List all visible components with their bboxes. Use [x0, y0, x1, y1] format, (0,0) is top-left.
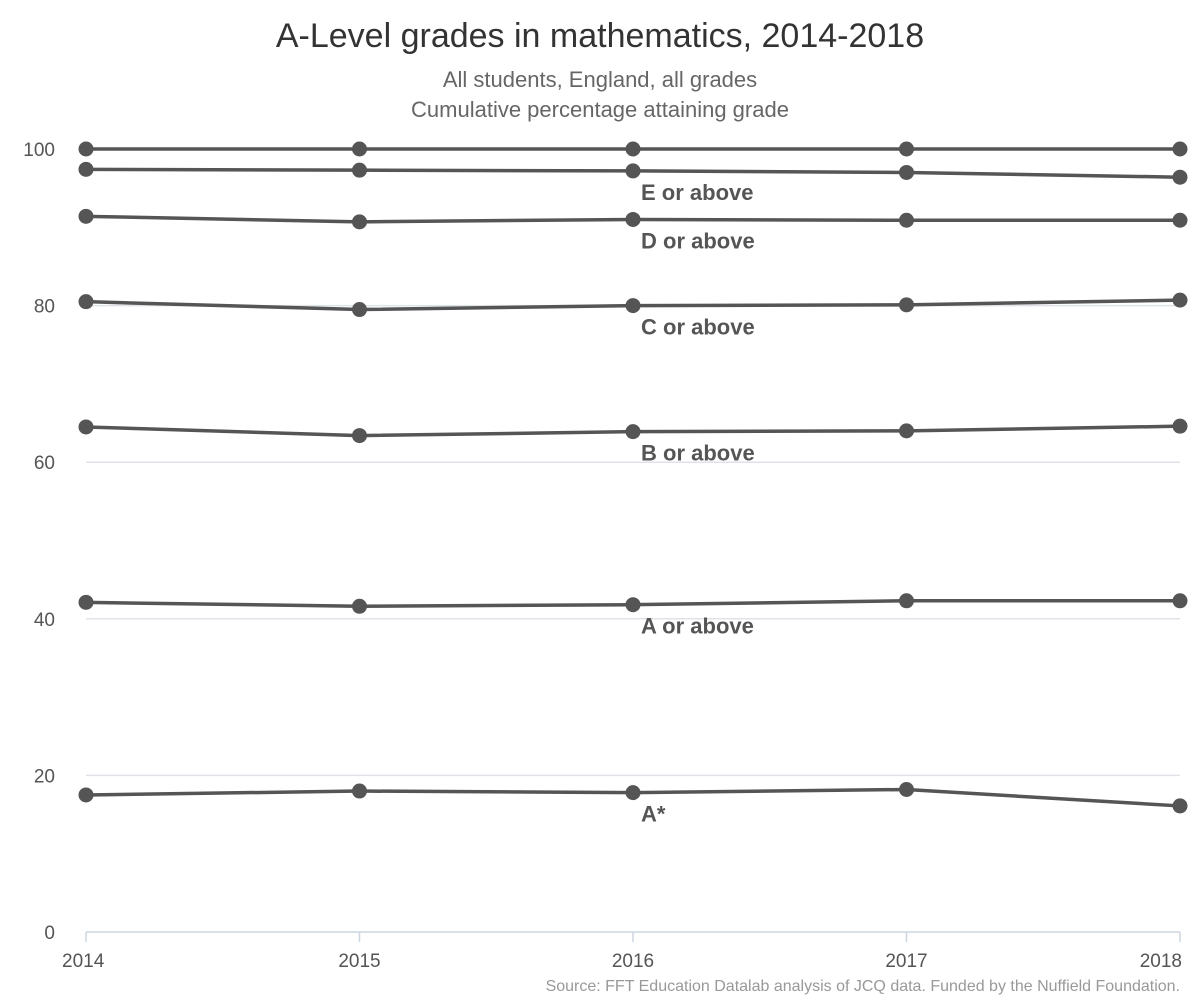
gridlines [86, 149, 1180, 775]
series-point-e-2014 [79, 162, 94, 177]
y-tick-label-60: 60 [33, 453, 55, 475]
axes [23, 140, 1182, 972]
series-point-c-2015 [352, 302, 367, 317]
series-point-a-2015 [352, 599, 367, 614]
series-point-c-2016 [626, 298, 641, 313]
y-tick-label-0: 0 [44, 923, 55, 944]
source-note: Source: FFT Education Datalab analysis of JCQ data. Funded by the Nuffield Foundation. [545, 978, 1180, 995]
series-point-u-2016 [626, 142, 641, 157]
chart-subtitle-line-1: All students, England, all grades [442, 67, 758, 92]
series-point-b-2015 [352, 428, 367, 443]
x-tick-label-2015: 2015 [338, 951, 381, 972]
series-point-a-2014 [79, 595, 94, 610]
series-point-d-2018 [1173, 213, 1188, 228]
series-point-e-2017 [899, 165, 914, 180]
series-group [79, 142, 1188, 814]
series-point-astar-2017 [899, 782, 914, 797]
series-point-b-2018 [1173, 419, 1188, 434]
x-tick-label-2016: 2016 [611, 951, 655, 972]
series-point-c-2018 [1173, 293, 1188, 308]
series-labels [641, 180, 755, 827]
y-tick-label-80: 80 [33, 296, 55, 318]
x-tick-label-2014: 2014 [62, 951, 105, 972]
series-label-b: B or above [641, 440, 755, 466]
series-point-astar-2014 [79, 787, 94, 802]
series-point-d-2016 [626, 212, 641, 227]
series-point-d-2017 [899, 213, 914, 228]
series-label-a: A or above [641, 613, 754, 639]
chart-title: A-Level grades in mathematics, 2014-2018 [275, 17, 925, 55]
series-label-e: E or above [641, 179, 754, 205]
series-point-b-2016 [626, 424, 641, 439]
series-label-d: D or above [641, 228, 755, 254]
series-point-b-2017 [899, 423, 914, 438]
series-point-a-2017 [899, 593, 914, 608]
series-point-d-2014 [79, 209, 94, 224]
x-tick-label-2017: 2017 [885, 951, 928, 972]
series-point-e-2018 [1173, 170, 1188, 185]
series-point-b-2014 [79, 419, 94, 434]
series-label-c: C or above [641, 314, 755, 340]
y-tick-label-40: 40 [33, 609, 55, 631]
chart-subtitle-line-2: Cumulative percentage attaining grade [411, 97, 789, 122]
y-tick-label-20: 20 [33, 766, 55, 788]
series-point-u-2014 [79, 142, 94, 157]
series-point-d-2015 [352, 214, 367, 229]
series-point-a-2018 [1173, 593, 1188, 608]
series-point-u-2017 [899, 142, 914, 157]
series-point-astar-2016 [626, 785, 641, 800]
series-point-u-2018 [1173, 142, 1188, 157]
series-point-c-2014 [79, 294, 94, 309]
series-point-e-2015 [352, 163, 367, 178]
series-point-astar-2015 [352, 784, 367, 799]
x-tick-label-2018: 2018 [1139, 951, 1182, 972]
series-point-u-2015 [352, 142, 367, 157]
series-point-c-2017 [899, 297, 914, 312]
series-point-a-2016 [626, 597, 641, 612]
series-point-e-2016 [626, 163, 641, 178]
series-point-astar-2018 [1173, 798, 1188, 813]
series-label-astar: A* [641, 801, 666, 827]
y-tick-label-100: 100 [23, 140, 55, 161]
